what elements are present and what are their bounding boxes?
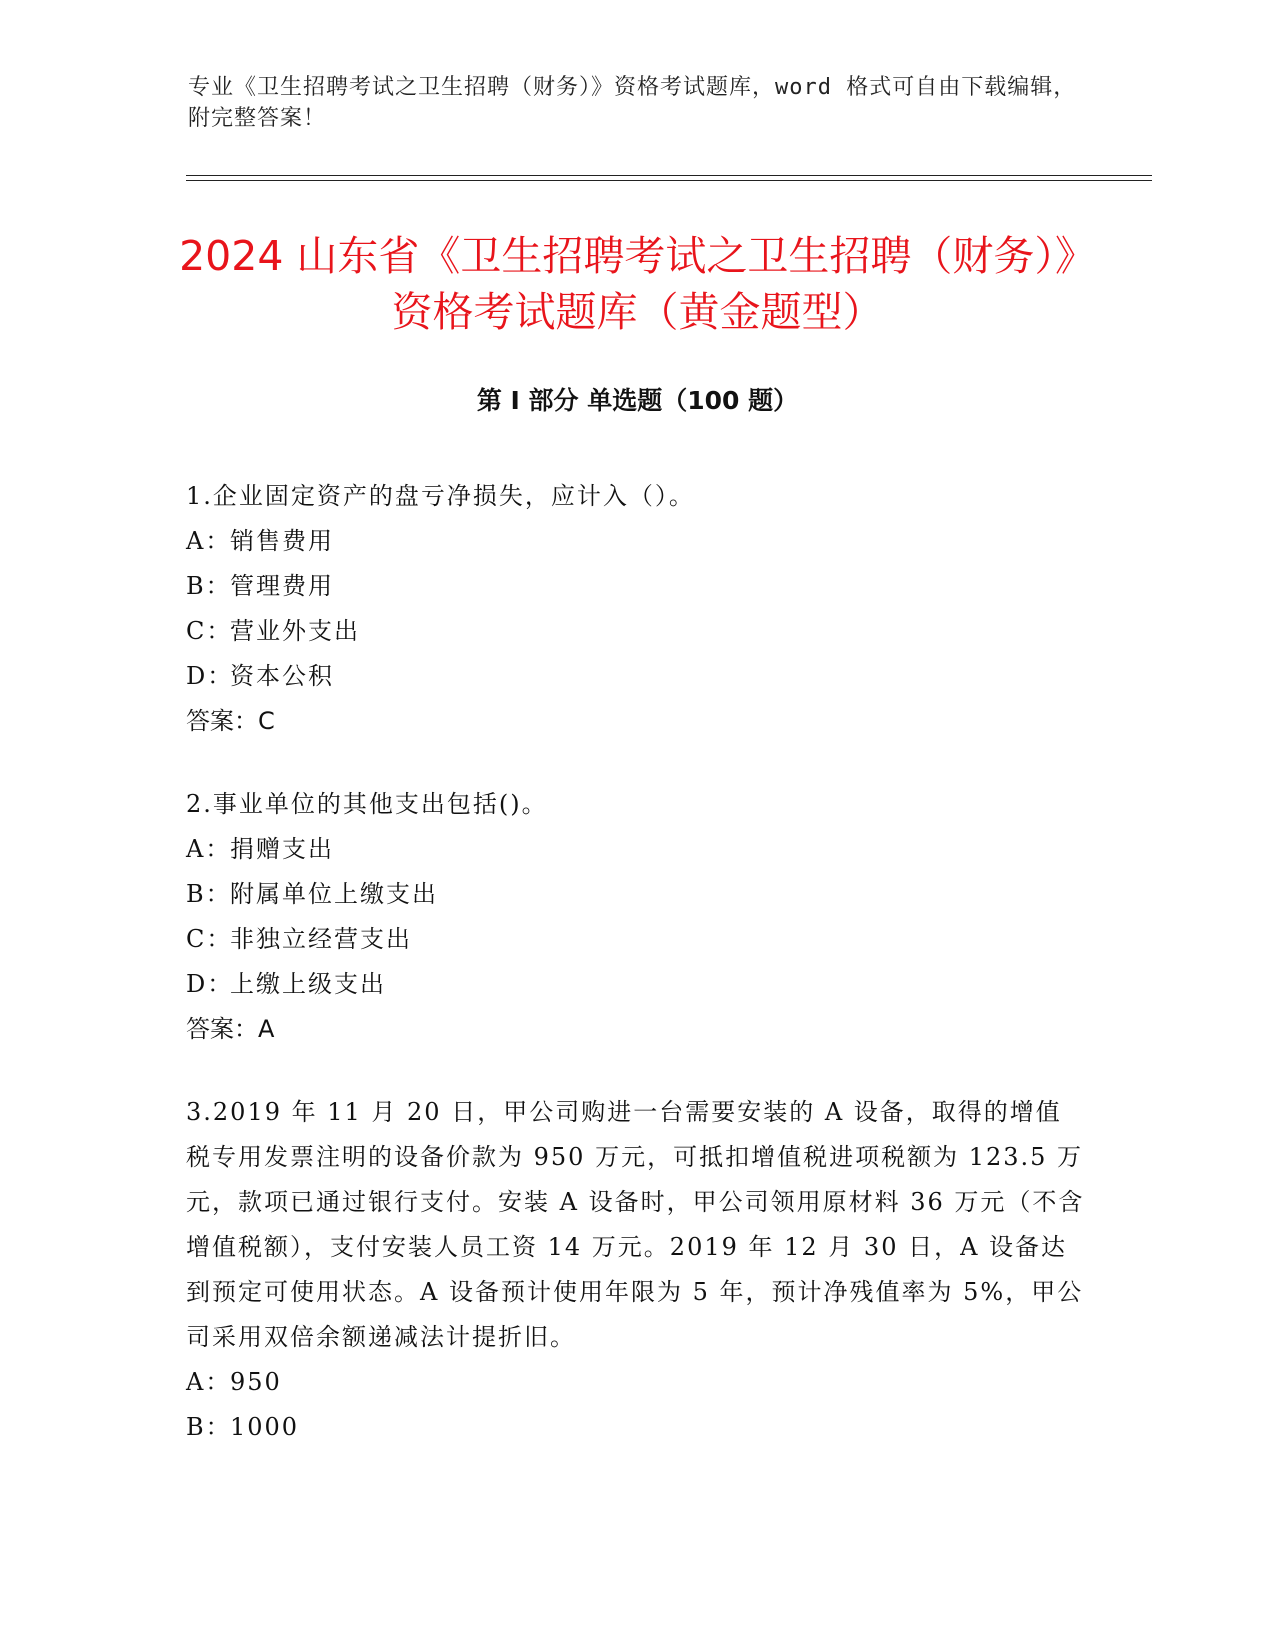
question-list [186, 474, 1086, 1488]
option-a [186, 827, 1086, 872]
option-text: 950 [230, 1368, 282, 1396]
option-key: B： [186, 880, 232, 908]
option-key: A： [186, 1368, 232, 1396]
option-text: 1000 [230, 1413, 300, 1441]
header-note: 专业《卫生招聘考试之卫生招聘（财务）》资格考试题库，word 格式可自由下载编辑，附完整答案！ [188, 75, 1077, 131]
option-b [186, 1405, 1086, 1450]
option-c [186, 917, 1086, 962]
option-key: C： [186, 925, 233, 953]
question-stem: 3.2019 年 11 月 20 日，甲公司购进一台需要安装的 A 设备，取得的增值税专用发票注明的设备价款为 950 万元，可抵扣增值税进项税额为 123.5 万元，款项已通过银行支付。安装 A 设备时，甲公司领用原材料 36 万元（不含增值税额），支付安装人员工资 14 万元。2019 年 12 月 30 日，A 设备达到预定可使用状态。A 设备预计使用年限为 5 年，预计净残值率为 5%，甲公司采用双倍余额递减法计提折旧。 [186, 1098, 1085, 1351]
option-a [186, 519, 1086, 564]
option-key: B： [186, 572, 232, 600]
option-b [186, 564, 1086, 609]
question-1 [186, 474, 1086, 744]
option-key: D： [186, 662, 234, 690]
option-text: 管理费用 [230, 572, 334, 600]
section-title: 第 I 部分 单选题（100 题） [476, 386, 799, 415]
option-key: C： [186, 617, 233, 645]
question-stem: 2.事业单位的其他支出包括()。 [186, 790, 548, 818]
option-d [186, 654, 1086, 699]
option-key: B： [186, 1413, 232, 1441]
question-2 [186, 782, 1086, 1052]
option-d [186, 962, 1086, 1007]
document-title: 2024 山东省《卫生招聘考试之卫生招聘（财务）》资格考试题库（黄金题型） [179, 232, 1096, 336]
question-3 [186, 1090, 1086, 1450]
option-key: A： [186, 835, 232, 863]
header-rule-top [186, 175, 1152, 176]
option-text: 销售费用 [230, 527, 334, 555]
option-text: 附属单位上缴支出 [230, 880, 438, 908]
answer: 答案：C [186, 707, 275, 735]
option-text: 营业外支出 [230, 617, 360, 645]
question-stem: 1.企业固定资产的盘亏净损失，应计入（）。 [186, 482, 695, 510]
option-a [186, 1360, 1086, 1405]
option-b [186, 872, 1086, 917]
option-text: 上缴上级支出 [230, 970, 386, 998]
option-text: 非独立经营支出 [230, 925, 412, 953]
option-key: A： [186, 527, 232, 555]
answer: 答案：A [186, 1015, 275, 1043]
option-text: 资本公积 [230, 662, 334, 690]
option-key: D： [186, 970, 234, 998]
option-c [186, 609, 1086, 654]
header-rule-bottom [186, 180, 1152, 181]
option-text: 捐赠支出 [230, 835, 334, 863]
